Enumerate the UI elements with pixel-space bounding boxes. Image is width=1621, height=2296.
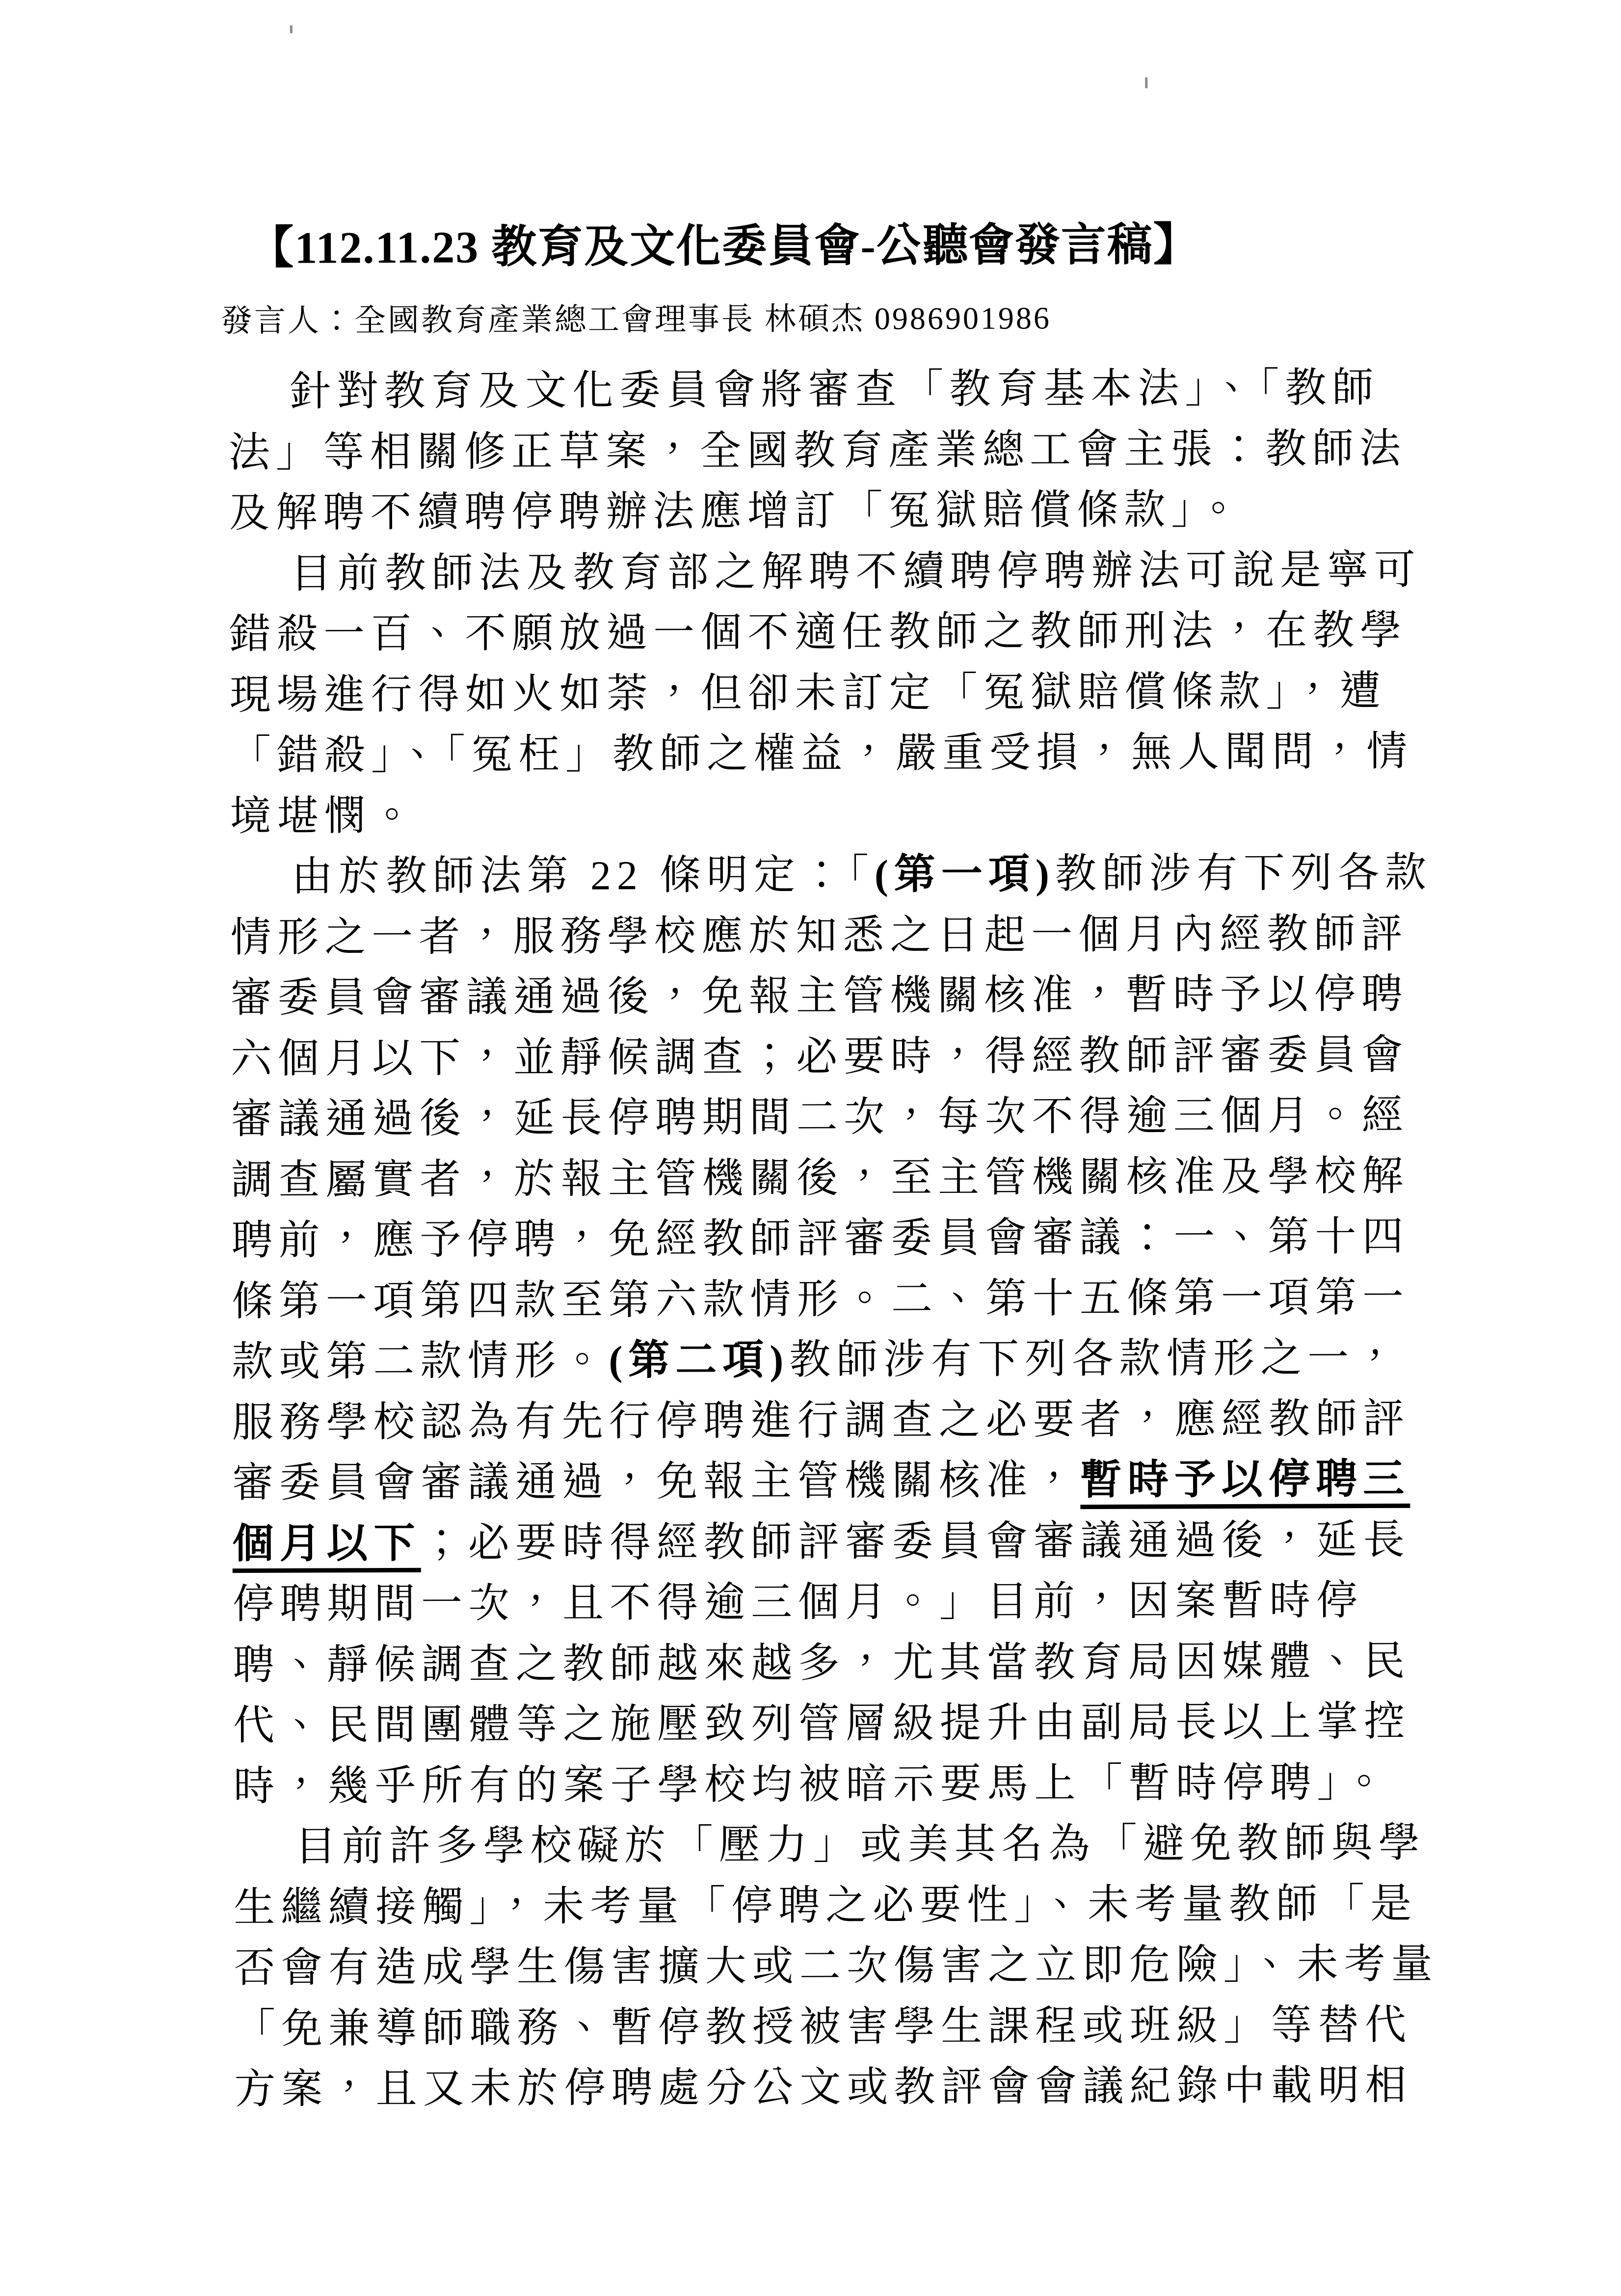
text-segment: 審委員會審議通過後，免報主管機關核准，暫時予以停聘	[230, 971, 1408, 1022]
text-line	[233, 1691, 1460, 1756]
text-segment: 生繼續接觸」，未考量「停聘之必要性」、未考量教師「是	[234, 1881, 1418, 1931]
text-line	[229, 600, 1456, 665]
text-line	[231, 1146, 1458, 1211]
text-line	[231, 1206, 1458, 1271]
text-line	[232, 1267, 1459, 1332]
text-segment: 「錯殺」、「冤枉」教師之權益，嚴重受損，無人聞問，情	[229, 729, 1414, 779]
text-segment: 審議通過後，延長停聘期間二次，每次不得逾三個月。經	[231, 1092, 1409, 1143]
text-segment: (第二項)	[609, 1337, 790, 1384]
scan-speck	[1145, 78, 1147, 88]
text-segment: 條第一項第四款至第六款情形。二、第十五條第一項第一	[231, 1274, 1410, 1324]
text-segment: 否會有造成學生傷害擴大或二次傷害之立即危險」、未考量	[234, 1941, 1438, 1992]
text-segment: 代、民間團體等之施壓致列管層級提升由副局長以上掌控	[233, 1699, 1411, 1749]
text-segment: 目前許多學校礙於「壓力」或美其名為「避免教師與學	[294, 1820, 1426, 1870]
text-line	[234, 2055, 1461, 2120]
text-line	[230, 842, 1457, 907]
text-line	[234, 1934, 1461, 1999]
text-line	[229, 479, 1456, 543]
text-line	[231, 1085, 1458, 1150]
text-segment: 聘前，應予停聘，免經教師評審委員會審議：一、第十四	[231, 1214, 1409, 1264]
text-segment: 及解聘不續聘停聘辦法應增訂「冤獄賠償條款」。	[229, 486, 1245, 537]
text-line	[232, 1388, 1459, 1453]
text-line	[230, 782, 1457, 847]
text-line	[228, 357, 1455, 422]
text-line	[232, 1510, 1459, 1574]
text-segment: 教師涉有下列各款	[1055, 850, 1433, 897]
text-segment: 服務學校認為有先行停聘進行調查之必要者，應經教師評	[232, 1396, 1410, 1446]
text-segment: ；必要時得經教師評審委員會審議通過後，延長	[421, 1517, 1410, 1567]
text-segment: 聘、靜候調查之教師越來越多，尤其當教育局因媒體、民	[233, 1638, 1411, 1688]
text-segment: 教師涉有下列各款情形之一，	[789, 1335, 1402, 1383]
text-line	[231, 1025, 1458, 1089]
text-segment: 時，幾乎所有的案子學校均被暗示要馬上「暫時停聘」。	[233, 1759, 1391, 1810]
speaker-line: 發言人：全國教育產業總工會理事長 林碩杰 0986901986	[220, 300, 1052, 339]
scan-speck	[290, 26, 292, 33]
text-line	[233, 1631, 1460, 1696]
text-segment: 目前教師法及教育部之解聘不續聘停聘辦法可說是寧可	[290, 547, 1421, 597]
text-line	[233, 1752, 1460, 1817]
text-segment: (第一項)	[874, 851, 1056, 898]
text-line	[232, 1327, 1459, 1392]
text-line	[233, 1570, 1460, 1635]
text-segment: 審委員會審議通過，免報主管機關核准，	[232, 1458, 1081, 1507]
text-segment: 由於教師法第 22 條明定：「	[291, 852, 875, 900]
text-segment: 停聘期間一次，且不得逾三個月。」目前，因案暫時停	[232, 1578, 1364, 1628]
body-text	[228, 357, 1461, 2120]
text-segment: 針對教育及文化委員會將審查「教育基本法」、「教師	[290, 365, 1380, 415]
text-line	[234, 1995, 1461, 2059]
text-segment: 暫時予以停聘三	[1080, 1457, 1410, 1509]
text-segment: 現場進行得如火如荼，但卻未訂定「冤獄賠償條款」，遭	[229, 668, 1387, 718]
text-segment: 調查屬實者，於報主管機關後，至主管機關核准及學校解	[231, 1153, 1409, 1203]
page-title: 【112.11.23 教育及文化委員會-公聽會發言稿】	[248, 219, 1200, 273]
text-line	[231, 964, 1458, 1028]
text-segment: 款或第二款情形。	[232, 1338, 609, 1385]
text-line	[230, 903, 1457, 968]
text-segment: 法」等相關修正草案，全國教育產業總工會主張：教師法	[228, 426, 1407, 476]
text-line	[229, 661, 1456, 726]
text-segment: 個月以下	[232, 1520, 421, 1572]
text-line	[234, 1812, 1461, 1877]
text-segment: 方案，且又未於停聘處分公文或教評會會議紀錄中載明相	[234, 2062, 1412, 2113]
text-segment: 錯殺一百、不願放過一個不適任教師之教師刑法，在教學	[229, 607, 1408, 658]
text-segment: 境堪憫。	[230, 793, 419, 839]
text-line	[229, 418, 1456, 483]
text-segment: 情形之一者，服務學校應於知悉之日起一個月內經教師評	[230, 911, 1408, 961]
text-segment: 「免兼導師職務、暫停教授被害學生課程或班級」等替代	[234, 2002, 1412, 2052]
text-segment: 六個月以下，並靜候調查；必要時，得經教師評審委員會	[231, 1032, 1409, 1082]
text-line	[230, 721, 1457, 786]
text-line	[232, 1449, 1459, 1513]
text-line	[234, 1873, 1461, 1938]
text-line	[229, 540, 1456, 604]
